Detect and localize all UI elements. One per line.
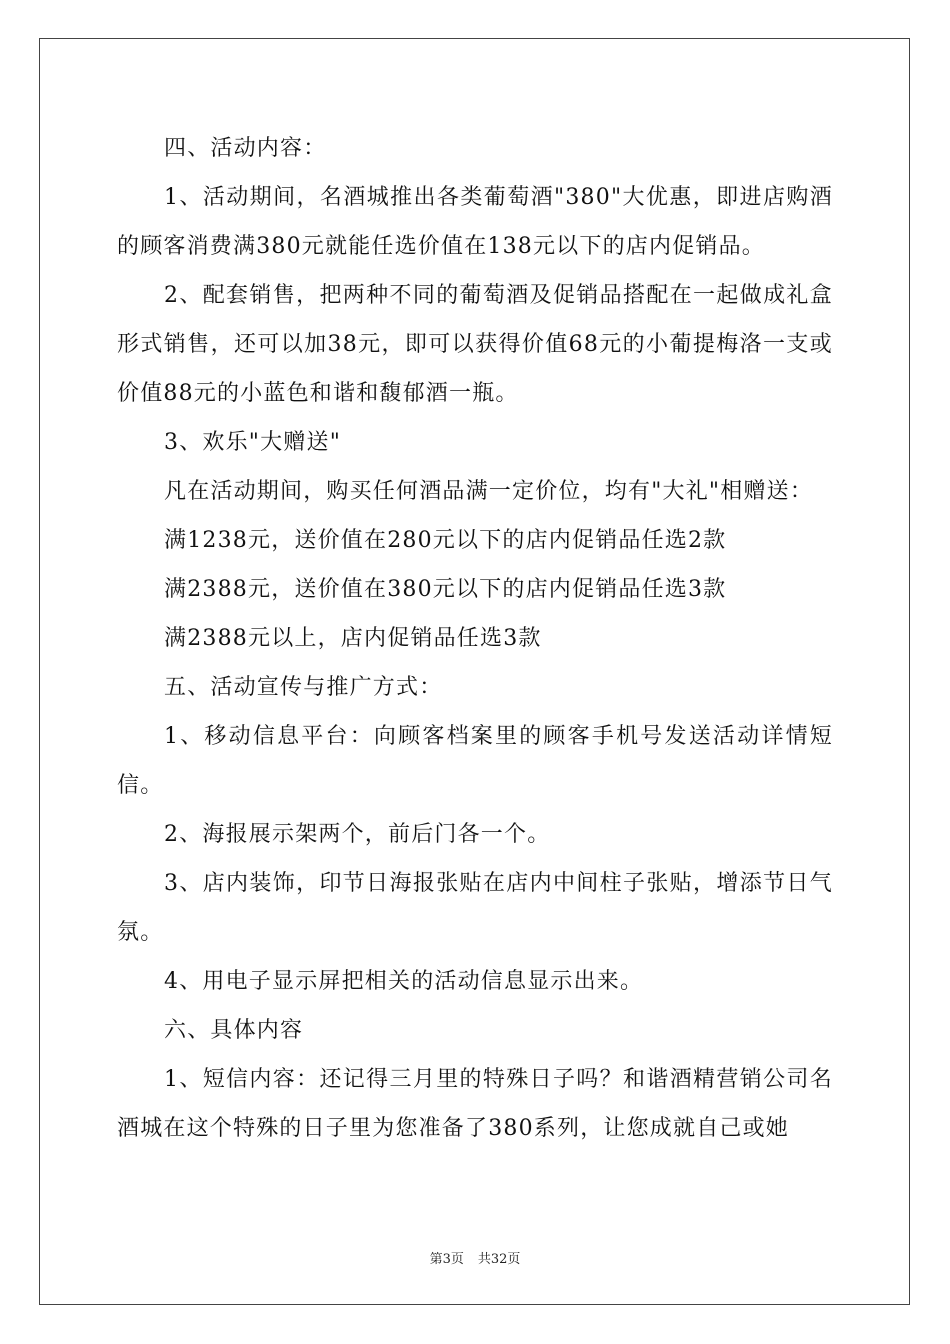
paragraph: 1、移动信息平台：向顾客档案里的顾客手机号发送活动详情短信。 — [117, 724, 833, 798]
paragraph: 满2388元，送价值在380元以下的店内促销品任选3款 — [164, 577, 727, 602]
paragraph: 3、店内装饰，印节日海报张贴在店内中间柱子张贴，增添节日气氛。 — [117, 871, 833, 945]
paragraph: 1、活动期间，名酒城推出各类葡萄酒"380"大优惠，即进店购酒的顾客消费满380元就能任选价值在138元以下的店内促销品。 — [117, 185, 833, 259]
page-footer — [0, 1248, 950, 1267]
page-number: 第3页 — [429, 1252, 464, 1267]
paragraph: 满1238元，送价值在280元以下的店内促销品任选2款 — [164, 528, 727, 553]
document-body — [117, 124, 833, 1153]
paragraph: 四、活动内容： — [164, 136, 327, 161]
paragraph: 2、配套销售，把两种不同的葡萄酒及促销品搭配在一起做成礼盒形式销售，还可以加38元，即可以获得价值68元的小葡提梅洛一支或价值88元的小蓝色和谐和馥郁酒一瓶。 — [117, 283, 833, 406]
paragraph: 五、活动宣传与推广方式： — [164, 675, 443, 700]
paragraph: 六、具体内容 — [164, 1018, 304, 1043]
paragraph: 2、海报展示架两个，前后门各一个。 — [164, 822, 551, 847]
paragraph: 4、用电子显示屏把相关的活动信息显示出来。 — [164, 969, 644, 994]
paragraph: 1、短信内容：还记得三月里的特殊日子吗？和谐酒精营销公司名酒城在这个特殊的日子里为您准备了380系列，让您成就自己或她 — [117, 1067, 833, 1141]
total-pages: 共32页 — [477, 1252, 521, 1267]
paragraph: 凡在活动期间，购买任何酒品满一定价位，均有"大礼"相赠送： — [164, 479, 814, 504]
paragraph: 满2388元以上，店内促销品任选3款 — [164, 626, 542, 651]
paragraph: 3、欢乐"大赠送" — [164, 430, 342, 455]
